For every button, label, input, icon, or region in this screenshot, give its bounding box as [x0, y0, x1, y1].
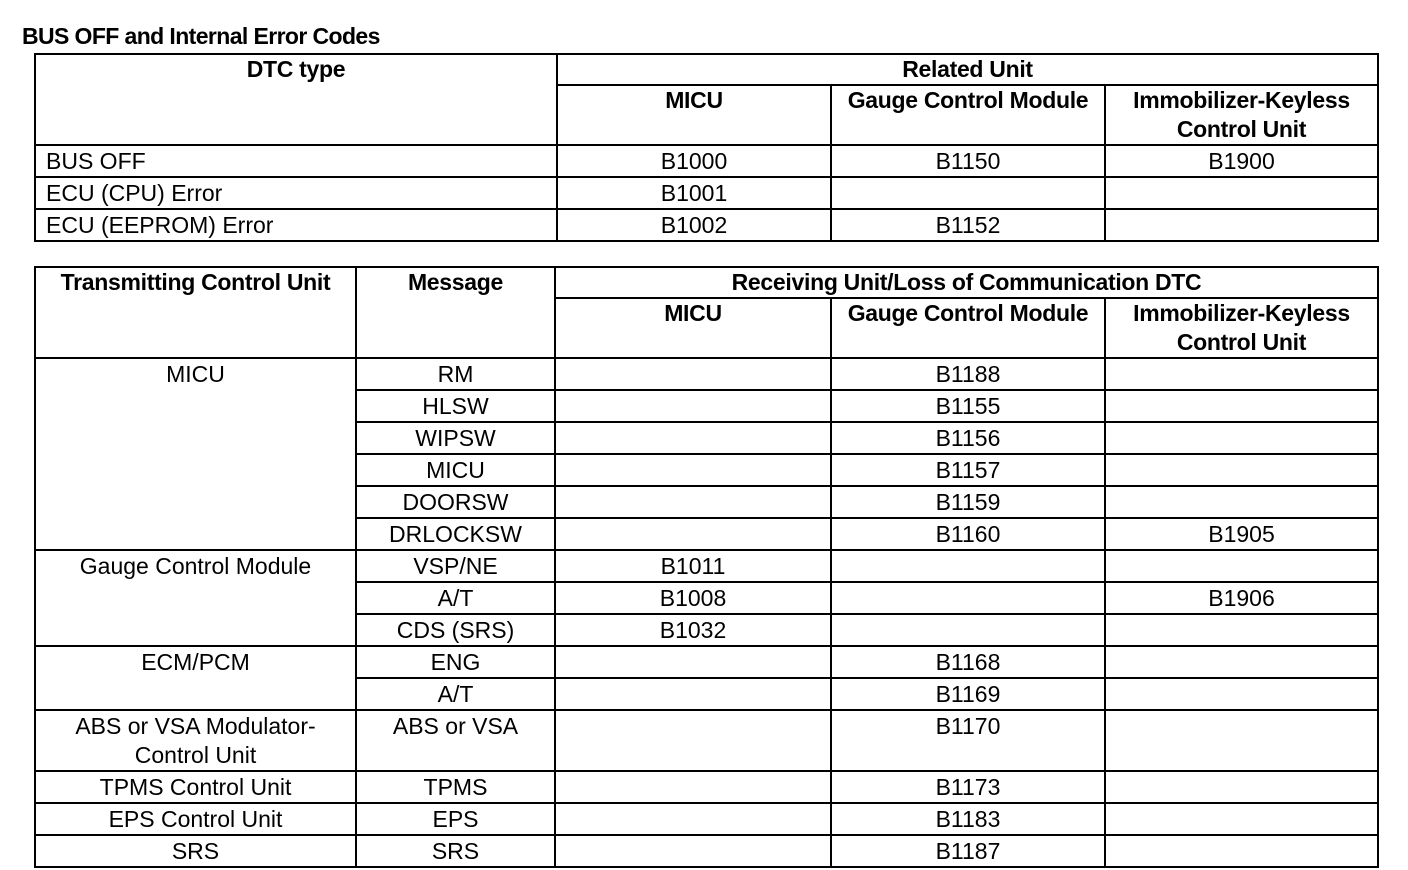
micu-code-cell: B1002 [557, 209, 831, 241]
message-cell: A/T [356, 582, 555, 614]
immobilizer-code-cell [1105, 209, 1378, 241]
table-row [35, 710, 1378, 771]
immobilizer-code-cell [1105, 390, 1378, 422]
gauge-code-cell: B1183 [831, 803, 1105, 835]
gauge-code-cell: B1156 [831, 422, 1105, 454]
header-related-unit: Related Unit [557, 54, 1378, 85]
gauge-code-cell: B1187 [831, 835, 1105, 867]
header-message: Message [356, 267, 555, 358]
transmitting-unit-cell: ABS or VSA Modulator-Control Unit [35, 710, 356, 771]
message-cell: SRS [356, 835, 555, 867]
gauge-code-cell [831, 582, 1105, 614]
message-cell: DRLOCKSW [356, 518, 555, 550]
micu-code-cell [555, 678, 831, 710]
gauge-code-cell: B1169 [831, 678, 1105, 710]
micu-code-cell: B1032 [555, 614, 831, 646]
table-row [35, 209, 1378, 241]
table-row [35, 145, 1378, 177]
micu-code-cell: B1008 [555, 582, 831, 614]
micu-code-cell: B1000 [557, 145, 831, 177]
micu-code-cell [555, 710, 831, 771]
immobilizer-code-cell [1105, 710, 1378, 771]
micu-code-cell [555, 646, 831, 678]
dtc-type-cell: ECU (EEPROM) Error [35, 209, 557, 241]
table-row [35, 771, 1378, 803]
gauge-code-cell: B1170 [831, 710, 1105, 771]
table-row [35, 177, 1378, 209]
table-row [35, 358, 1378, 390]
transmitting-unit-cell: TPMS Control Unit [35, 771, 356, 803]
message-cell: A/T [356, 678, 555, 710]
immobilizer-code-cell [1105, 550, 1378, 582]
message-cell: ENG [356, 646, 555, 678]
header-unit-micu: MICU [557, 85, 831, 145]
immobilizer-code-cell [1105, 486, 1378, 518]
immobilizer-code-cell [1105, 646, 1378, 678]
micu-code-cell: B1001 [557, 177, 831, 209]
micu-code-cell [555, 454, 831, 486]
micu-code-cell [555, 390, 831, 422]
transmitting-unit-cell: ECM/PCM [35, 646, 356, 710]
immobilizer-code-cell [1105, 177, 1378, 209]
gauge-code-cell: B1157 [831, 454, 1105, 486]
gauge-code-cell: B1160 [831, 518, 1105, 550]
header-unit-immobilizer: Immobilizer-Keyless Control Unit [1105, 298, 1378, 358]
transmitting-unit-cell: SRS [35, 835, 356, 867]
micu-code-cell [555, 803, 831, 835]
section-title: BUS OFF and Internal Error Codes [22, 23, 380, 49]
message-cell: WIPSW [356, 422, 555, 454]
gauge-code-cell [831, 614, 1105, 646]
gauge-code-cell [831, 177, 1105, 209]
header-dtc-type: DTC type [35, 54, 557, 145]
message-cell: RM [356, 358, 555, 390]
header-transmitting-unit: Transmitting Control Unit [35, 267, 356, 358]
table-row [35, 550, 1378, 582]
gauge-code-cell: B1173 [831, 771, 1105, 803]
message-cell: CDS (SRS) [356, 614, 555, 646]
gauge-code-cell: B1188 [831, 358, 1105, 390]
micu-code-cell [555, 358, 831, 390]
header-unit-immobilizer: Immobilizer-Keyless Control Unit [1105, 85, 1378, 145]
bus-off-table [34, 53, 1379, 242]
immobilizer-code-cell [1105, 614, 1378, 646]
immobilizer-code-cell [1105, 835, 1378, 867]
loss-of-communication-table [34, 266, 1379, 868]
immobilizer-code-cell [1105, 454, 1378, 486]
header-unit-gauge: Gauge Control Module [831, 298, 1105, 358]
transmitting-unit-cell: Gauge Control Module [35, 550, 356, 646]
table-row [35, 803, 1378, 835]
table-row [35, 646, 1378, 678]
header-receiving-unit: Receiving Unit/Loss of Communication DTC [555, 267, 1378, 298]
message-cell: ABS or VSA [356, 710, 555, 771]
micu-code-cell [555, 835, 831, 867]
message-cell: TPMS [356, 771, 555, 803]
gauge-code-cell: B1168 [831, 646, 1105, 678]
immobilizer-code-cell: B1906 [1105, 582, 1378, 614]
micu-code-cell [555, 486, 831, 518]
immobilizer-code-cell [1105, 678, 1378, 710]
table-row [35, 835, 1378, 867]
message-cell: EPS [356, 803, 555, 835]
dtc-type-cell: ECU (CPU) Error [35, 177, 557, 209]
gauge-code-cell: B1150 [831, 145, 1105, 177]
transmitting-unit-cell: EPS Control Unit [35, 803, 356, 835]
micu-code-cell [555, 771, 831, 803]
micu-code-cell: B1011 [555, 550, 831, 582]
message-cell: VSP/NE [356, 550, 555, 582]
gauge-code-cell: B1159 [831, 486, 1105, 518]
message-cell: DOORSW [356, 486, 555, 518]
immobilizer-code-cell: B1905 [1105, 518, 1378, 550]
immobilizer-code-cell [1105, 422, 1378, 454]
gauge-code-cell [831, 550, 1105, 582]
header-unit-gauge: Gauge Control Module [831, 85, 1105, 145]
header-unit-micu: MICU [555, 298, 831, 358]
gauge-code-cell: B1152 [831, 209, 1105, 241]
message-cell: MICU [356, 454, 555, 486]
dtc-type-cell: BUS OFF [35, 145, 557, 177]
message-cell: HLSW [356, 390, 555, 422]
transmitting-unit-cell: MICU [35, 358, 356, 550]
micu-code-cell [555, 422, 831, 454]
immobilizer-code-cell [1105, 358, 1378, 390]
immobilizer-code-cell [1105, 803, 1378, 835]
immobilizer-code-cell: B1900 [1105, 145, 1378, 177]
micu-code-cell [555, 518, 831, 550]
immobilizer-code-cell [1105, 771, 1378, 803]
gauge-code-cell: B1155 [831, 390, 1105, 422]
